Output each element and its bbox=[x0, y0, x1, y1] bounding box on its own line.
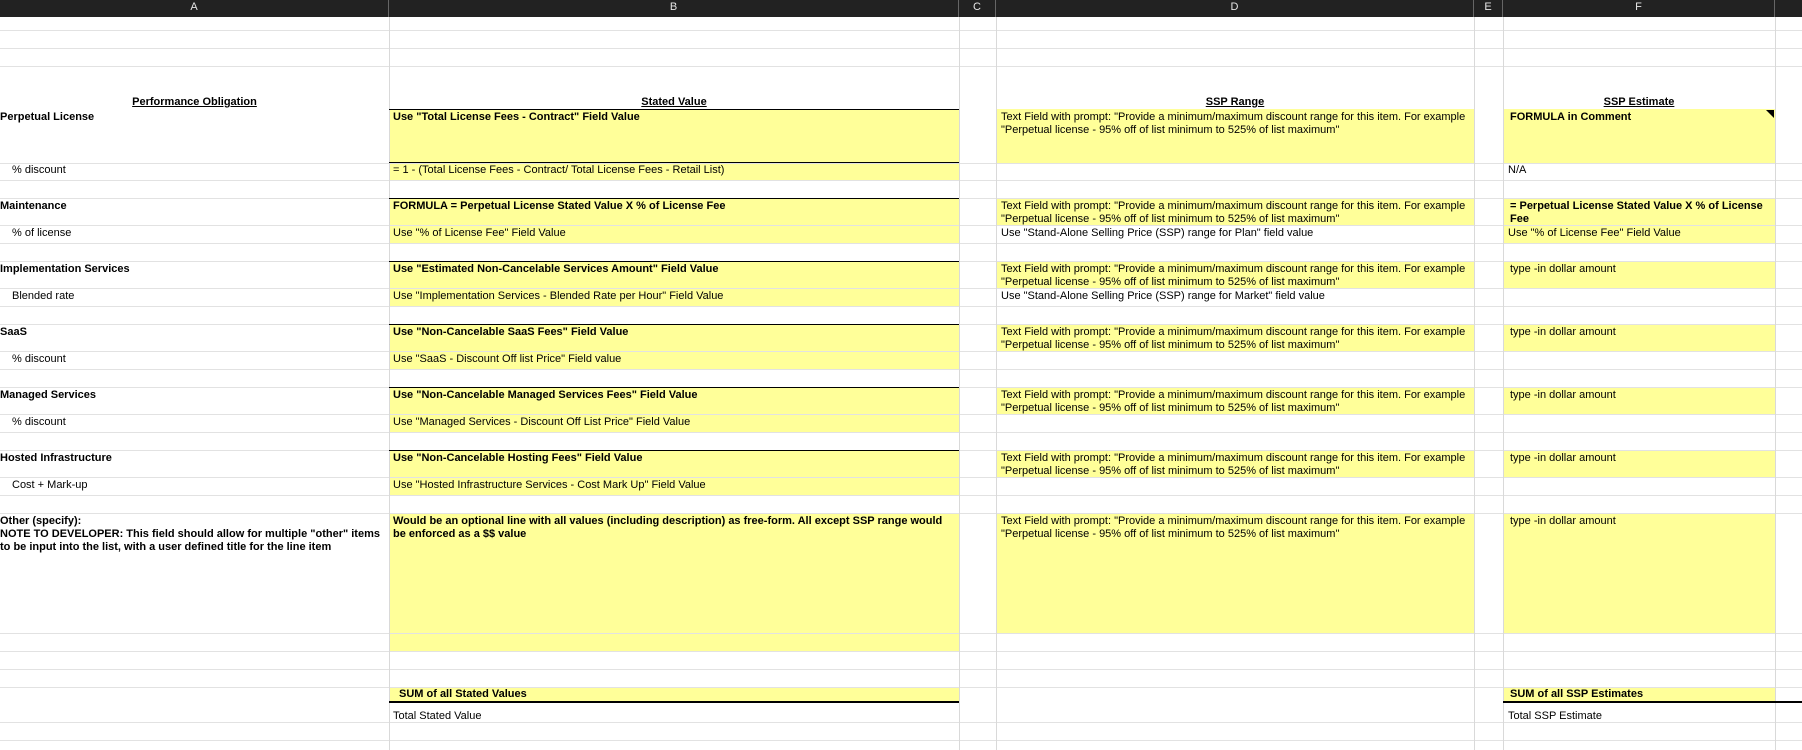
column-header-d[interactable]: D bbox=[996, 0, 1474, 17]
gridline bbox=[0, 633, 1802, 634]
cell-border bbox=[389, 450, 959, 451]
cell-border bbox=[389, 109, 959, 110]
gridline bbox=[0, 477, 1802, 478]
gridline bbox=[996, 17, 997, 750]
estimate-hosted[interactable]: type -in dollar amount bbox=[1510, 452, 1616, 464]
stated-maintenance-sub[interactable]: Use "% of License Fee" Field Value bbox=[393, 227, 566, 239]
column-header-b[interactable]: B bbox=[389, 0, 959, 17]
range-perpetual-license[interactable]: Text Field with prompt: "Provide a minimum/maximum discount range for this item. For example "Perpetual license - 95% off of list minimum to 525% of list maximum" bbox=[1001, 111, 1466, 136]
stated-perpetual-license[interactable]: Use "Total License Fees - Contract" Field Value bbox=[393, 111, 640, 123]
gridline bbox=[1775, 17, 1776, 750]
gridline bbox=[0, 180, 1802, 181]
cell-border bbox=[389, 162, 959, 163]
header-ssp-estimate: SSP Estimate bbox=[1603, 96, 1675, 108]
estimate-managed[interactable]: type -in dollar amount bbox=[1510, 389, 1616, 401]
column-header-a[interactable]: A bbox=[0, 0, 389, 17]
label-perpetual-license: Perpetual License bbox=[0, 111, 95, 123]
label-hosted: Hosted Infrastructure bbox=[0, 452, 112, 464]
total-ssp-estimate[interactable]: Total SSP Estimate bbox=[1508, 710, 1602, 722]
label-managed-sub: % discount bbox=[12, 416, 66, 428]
stated-hosted[interactable]: Use "Non-Cancelable Hosting Fees" Field Value bbox=[393, 452, 643, 464]
gridline bbox=[0, 288, 1802, 289]
gridline bbox=[0, 243, 1802, 244]
stated-other[interactable]: Would be an optional line with all values (including description) as free-form. All except SSP range would be enforced as a $$ value bbox=[393, 515, 943, 540]
estimate-maintenance[interactable]: = Perpetual License Stated Value X % of License Fee bbox=[1510, 200, 1763, 225]
label-maintenance-sub: % of license bbox=[12, 227, 72, 239]
range-maintenance[interactable]: Text Field with prompt: "Provide a minimum/maximum discount range for this item. For example "Perpetual license - 95% off of list minimum to 525% of list maximum" bbox=[1001, 200, 1466, 225]
label-implementation: Implementation Services bbox=[0, 263, 130, 275]
gridline bbox=[0, 513, 1802, 514]
gridline bbox=[0, 48, 1802, 49]
gridline bbox=[0, 495, 1802, 496]
label-maintenance: Maintenance bbox=[0, 200, 67, 212]
estimate-other[interactable]: type -in dollar amount bbox=[1510, 515, 1616, 527]
stated-managed[interactable]: Use "Non-Cancelable Managed Services Fees" Field Value bbox=[393, 389, 698, 401]
sum-ssp-estimates[interactable]: SUM of all SSP Estimates bbox=[1510, 688, 1644, 700]
column-header-f[interactable]: F bbox=[1503, 0, 1775, 17]
stated-hosted-sub[interactable]: Use "Hosted Infrastructure Services - Cost Mark Up" Field Value bbox=[393, 479, 706, 491]
label-managed: Managed Services bbox=[0, 389, 96, 401]
label-saas-sub: % discount bbox=[12, 353, 66, 365]
gridline bbox=[0, 651, 1802, 652]
gridline bbox=[389, 17, 390, 750]
gridline bbox=[0, 306, 1802, 307]
range-other[interactable]: Text Field with prompt: "Provide a minimum/maximum discount range for this item. For example "Perpetual license - 95% off of list minimum to 525% of list maximum" bbox=[1001, 515, 1466, 540]
stated-maintenance[interactable]: FORMULA = Perpetual License Stated Value X % of License Fee bbox=[393, 200, 726, 212]
sum-stated-values[interactable]: SUM of all Stated Values bbox=[399, 688, 527, 700]
gridline bbox=[0, 669, 1802, 670]
range-managed[interactable]: Text Field with prompt: "Provide a minimum/maximum discount range for this item. For example "Perpetual license - 95% off of list minimum to 525% of list maximum" bbox=[1001, 389, 1466, 414]
range-implementation[interactable]: Text Field with prompt: "Provide a minimum/maximum discount range for this item. For example "Perpetual license - 95% off of list minimum to 525% of list maximum" bbox=[1001, 263, 1466, 288]
label-perpetual-discount: % discount bbox=[12, 164, 66, 176]
label-saas: SaaS bbox=[0, 326, 27, 338]
gridline bbox=[959, 17, 960, 750]
stated-perpetual-discount[interactable]: = 1 - (Total License Fees - Contract/ Total License Fees - Retail List) bbox=[393, 164, 725, 176]
gridline bbox=[0, 351, 1802, 352]
stated-managed-sub[interactable]: Use "Managed Services - Discount Off List Price" Field Value bbox=[393, 416, 691, 428]
column-header-e[interactable]: E bbox=[1474, 0, 1503, 17]
stated-implementation-sub[interactable]: Use "Implementation Services - Blended Rate per Hour" Field Value bbox=[393, 290, 724, 302]
label-hosted-sub: Cost + Mark-up bbox=[12, 479, 88, 491]
gridline bbox=[1474, 17, 1475, 750]
header-stated-value: Stated Value bbox=[641, 96, 707, 108]
stated-saas-sub[interactable]: Use "SaaS - Discount Off list Price" Field value bbox=[393, 353, 622, 365]
cell-border bbox=[389, 324, 959, 325]
cell-border bbox=[389, 701, 959, 703]
range-saas[interactable]: Text Field with prompt: "Provide a minimum/maximum discount range for this item. For example "Perpetual license - 95% off of list minimum to 525% of list maximum" bbox=[1001, 326, 1466, 351]
cell-border bbox=[1503, 701, 1802, 703]
header-ssp-range: SSP Range bbox=[1205, 96, 1265, 108]
cell-f-other[interactable] bbox=[1503, 513, 1775, 633]
cell-border bbox=[389, 198, 959, 199]
gridline bbox=[0, 369, 1802, 370]
estimate-implementation[interactable]: type -in dollar amount bbox=[1510, 263, 1616, 275]
total-stated-value[interactable]: Total Stated Value bbox=[393, 710, 482, 722]
gridline bbox=[0, 66, 1802, 67]
range-implementation-sub[interactable]: Use "Stand-Alone Selling Price (SSP) range for Market" field value bbox=[1001, 290, 1325, 302]
stated-saas[interactable]: Use "Non-Cancelable SaaS Fees" Field Value bbox=[393, 326, 629, 338]
gridline bbox=[0, 414, 1802, 415]
cell-border bbox=[389, 387, 959, 388]
stated-implementation[interactable]: Use "Estimated Non-Cancelable Services Amount" Field Value bbox=[393, 263, 719, 275]
comment-indicator-icon[interactable] bbox=[1766, 110, 1774, 118]
cell-border bbox=[389, 261, 959, 262]
estimate-maintenance-sub[interactable]: Use "% of License Fee" Field Value bbox=[1508, 227, 1681, 239]
estimate-saas[interactable]: type -in dollar amount bbox=[1510, 326, 1616, 338]
label-other: Other (specify): NOTE TO DEVELOPER: This field should allow for multiple "other" items to be input into the list, with a user defined title for the line item bbox=[0, 515, 380, 553]
header-performance-obligation: Performance Obligation bbox=[132, 96, 257, 108]
gridline bbox=[0, 432, 1802, 433]
estimate-perpetual-discount[interactable]: N/A bbox=[1508, 164, 1527, 176]
label-implementation-sub: Blended rate bbox=[12, 290, 75, 302]
estimate-perpetual-license[interactable]: FORMULA in Comment bbox=[1510, 111, 1632, 123]
range-hosted[interactable]: Text Field with prompt: "Provide a minimum/maximum discount range for this item. For example "Perpetual license - 95% off of list minimum to 525% of list maximum" bbox=[1001, 452, 1466, 477]
gridline bbox=[1503, 17, 1504, 750]
range-maintenance-sub[interactable]: Use "Stand-Alone Selling Price (SSP) range for Plan" field value bbox=[1001, 227, 1314, 239]
column-header-c[interactable]: C bbox=[959, 0, 996, 17]
gridline bbox=[0, 30, 1802, 31]
gridline bbox=[0, 740, 1802, 741]
